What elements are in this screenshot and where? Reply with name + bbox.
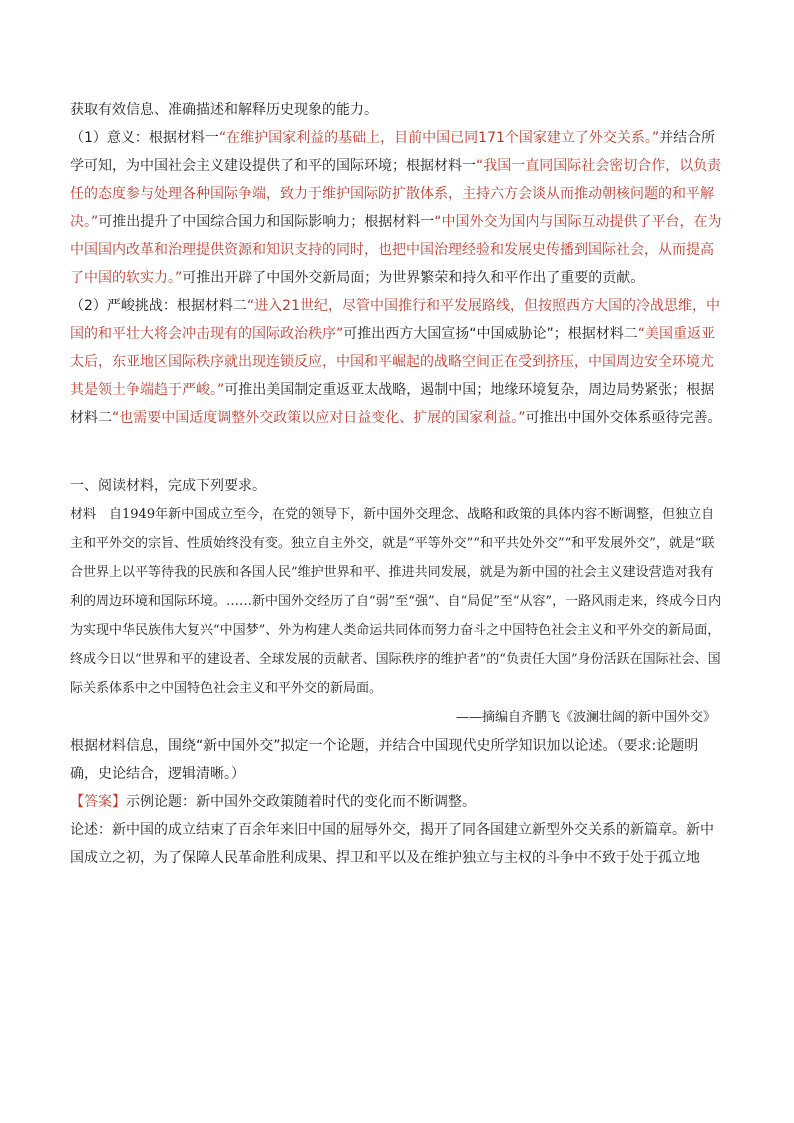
section-spacer	[70, 432, 726, 472]
material-source: ——摘编自齐鹏飞《波澜壮阔的新中国外交》	[455, 710, 716, 725]
part-1-text-2: 可推出提升了中国综合国力和国际影响力；根据材料一	[98, 214, 435, 230]
part-1-quote-2: “我国一直同国际社会密切合作，以负责任的态度参与处理各种国际争端，致力于维护国际防扩散体系，主持六方会谈从而推动朝核问题的和平解决。”	[70, 158, 722, 230]
part-2-quote-2: “美国重返亚太后，东亚地区国际秩序就出现连锁反应，中国和平崛起的战略空间正在受到挤压，中国周边安全环境尤其是领土争端趋于严峻。”	[70, 326, 716, 398]
discussion-text: 论述：新中国的成立结束了百余年来旧中国的屈辱外交，揭开了同各国建立新型外交关系的新篇章。新中国成立之初，为了保障人民革命胜利成果、捍卫和平以及在维护独立与主权的斗争中不致于处于孤立地	[70, 822, 714, 866]
part-2-text-2: 可推出美国制定重返亚太战略，遏制中国；地缘环境复杂，周边局势紧张；根据材料二	[70, 382, 715, 426]
part-2-quote-3: “也需要中国适度调整外交政策以应对日益变化、扩展的国家利益。”	[112, 410, 526, 426]
answer-part-2	[70, 292, 726, 432]
part-2-quote-1: “进入21世纪，尽管中国推行和平发展路线，但按照西方大国的冷战思维，中国的和平壮大将会冲击现有的国际政治秩序”	[70, 298, 720, 342]
part-1-text-1: 并结合所学可知，为中国社会主义建设提供了和平的国际环境；根据材料一	[70, 130, 716, 174]
part-1-quote-1: “在维护国家利益的基础上，目前中国已同171个国家建立了外交关系。”	[218, 130, 660, 146]
part-1-quote-3: “中国外交为国内与国际互动提供了平台，在为中国国内改革和治理提供资源和知识支持的同时，也把中国治理经验和发展史传播到国际社会，从而提高了中国的软实力。”	[70, 214, 722, 286]
answer-line	[70, 788, 726, 816]
section-title: 一、阅读材料，完成下列要求。	[70, 478, 266, 494]
question-text: 根据材料信息，围绕“新中国外交”拟定一个论题，并结合中国现代史所学知识加以论述。（要求:论题明确，史论结合，逻辑清晰。）	[70, 738, 699, 782]
part-2-end: 可推出中国外交体系亟待完善。	[525, 410, 722, 426]
answer-part-1	[70, 124, 726, 292]
part-1-end: 可推出开辟了中国外交新局面；为世界繁荣和持久和平作出了重要的贡献。	[182, 270, 645, 286]
part-1-label: （1）意义：根据材料一	[70, 130, 219, 146]
document-page	[70, 96, 726, 872]
material-text: 材料 自1949年新中国成立至今，在党的领导下，新中国外交理念、战略和政策的具体内容不断调整，但独立自主和平外交的宗旨、性质始终没有变。独立自主外交，就是“平等外交”“和平共处外交”“和平发展外交”，就是“联合世界上以平等待我的民族和各国人民”维护世界和平、推进共同发展，就是为新中国的社会主义建设营造对我有利的周边环境和国际环境。……新中国外交经历了自“弱”至“强”、自“局促”至“从容”，一路风雨走来，终成今日内为实现中华民族伟大复兴“中国梦”、外为构建人类命运共同体而努力奋斗之中国特色社会主义和平外交的新局面，终成今日以“世界和平的建设者、全球发展的贡献者、国际秩序的维护者”的“负责任大国”身份活跃在国际社会、国际关系体系中之中国特色社会主义和平外交的新局面。	[70, 507, 722, 696]
answer-text: 示例论题：新中国外交政策随着时代的变化而不断调整。	[126, 794, 476, 810]
answer-tag: 【答案】	[70, 794, 126, 810]
part-2-text-1: 可推出西方大国宣扬“中国威胁论”；根据材料二	[343, 326, 638, 342]
part-2-label: （2）严峻挑战：根据材料二	[70, 298, 247, 314]
intro-text: 获取有效信息、准确描述和解释历史现象的能力。	[70, 102, 378, 118]
